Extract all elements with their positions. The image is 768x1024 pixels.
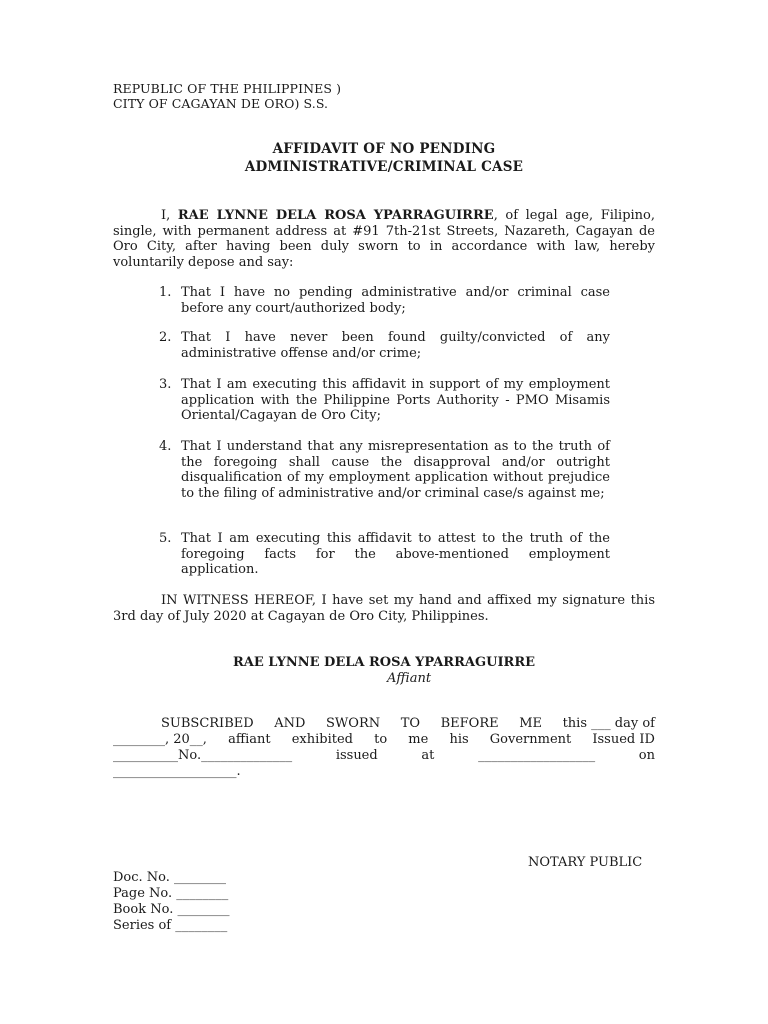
intro-rest: , of legal age, Filipino, single, with permanent address at #91 7th-21st Streets, Nazareth, Cagayan de Oro City, after having been duly sworn to in accordance with law, hereby voluntarily depose and say: [113,208,655,270]
jurat-line-4 [113,764,655,780]
item-text: That I am executing this affidavit in support of my employment application with the Philippine Ports Authority - PMO Misamis Oriental/Cagayan de Oro City; [181,377,610,423]
jurat-word: Government [489,732,572,747]
witness-paragraph: IN WITNESS HEREOF, I have set my hand and affixed my signature this 3rd day of July 2020 at Cagayan de Oro City, Philippines. [113,593,655,624]
document-title [0,140,768,176]
jurat-line-2 [113,732,655,748]
jurat-word: at [421,748,435,763]
jurat-word: Issued ID [592,732,655,747]
affiant-role: Affiant [386,670,432,686]
item-text: That I have never been found guilty/convicted of any administrative offense and/or crime; [181,330,610,361]
jurat-word: to [374,732,388,747]
jurat-word: SWORN [326,716,381,731]
item-number: 4. [159,439,172,454]
jurat-word: ME [519,716,542,731]
series-field: Series of ________ [113,918,228,933]
jurat-id-number-blank: __________No.______________ [113,748,293,763]
jurat-word: exhibited [291,732,353,747]
item-number: 1. [159,285,172,300]
jurat-word: issued [335,748,378,763]
title-line-1: AFFIDAVIT OF NO PENDING [272,141,496,157]
intro-paragraph [113,208,655,270]
affiant-name-inline: RAE LYNNE DELA ROSA YPARRAGUIRRE [177,208,494,223]
intro-prefix: I, [161,208,178,223]
item-text: That I understand that any misrepresentation as to the truth of the foregoing shall cause the disapproval and/or outright disqualification of my employment application without prejudice to the filing of administrative and/or criminal case/s against me; [181,439,610,501]
book-number-field: Book No. ________ [113,902,230,917]
item-number: 2. [159,330,172,345]
jurat-month-year-blank: ________, 20__, [113,732,207,747]
affiant-name: RAE LYNNE DELA ROSA YPARRAGUIRRE [232,655,536,670]
jurat-word: AND [274,716,306,731]
jurat-line-1 [113,716,655,732]
jurat-word: affiant [228,732,271,747]
jurat-date-issued-blank: ___________________. [113,764,241,779]
affiant-signature-block [50,655,718,686]
doc-number-field: Doc. No. ________ [113,870,227,885]
venue-line-republic: REPUBLIC OF THE PHILIPPINES ) [113,81,342,96]
notarial-register-block [113,870,229,934]
jurat-word: me [408,732,429,747]
jurat-word: on [638,748,655,763]
item-text: That I have no pending administrative and/or criminal case before any court/authorized body; [181,285,610,316]
jurat-word: BEFORE [440,716,499,731]
jurat-paragraph [113,716,655,780]
jurat-word: SUBSCRIBED [161,716,254,731]
notary-public-label: NOTARY PUBLIC [528,855,643,870]
jurat-word: his [449,732,469,747]
item-number: 3. [159,377,172,392]
item-number: 5. [159,531,172,546]
title-line-2: ADMINISTRATIVE/CRIMINAL CASE [244,159,524,175]
venue-line-city: CITY OF CAGAYAN DE ORO) S.S. [113,96,329,111]
page-number-field: Page No. ________ [113,886,229,901]
jurat-date-blank: this ___ day of [562,716,655,731]
item-text: That I am executing this affidavit to attest to the truth of the foregoing facts for the above-mentioned employment application. [181,531,610,577]
jurat-word: TO [400,716,421,731]
venue-header [113,81,341,111]
jurat-place-blank: __________________ [478,748,596,763]
jurat-line-3 [113,748,655,764]
